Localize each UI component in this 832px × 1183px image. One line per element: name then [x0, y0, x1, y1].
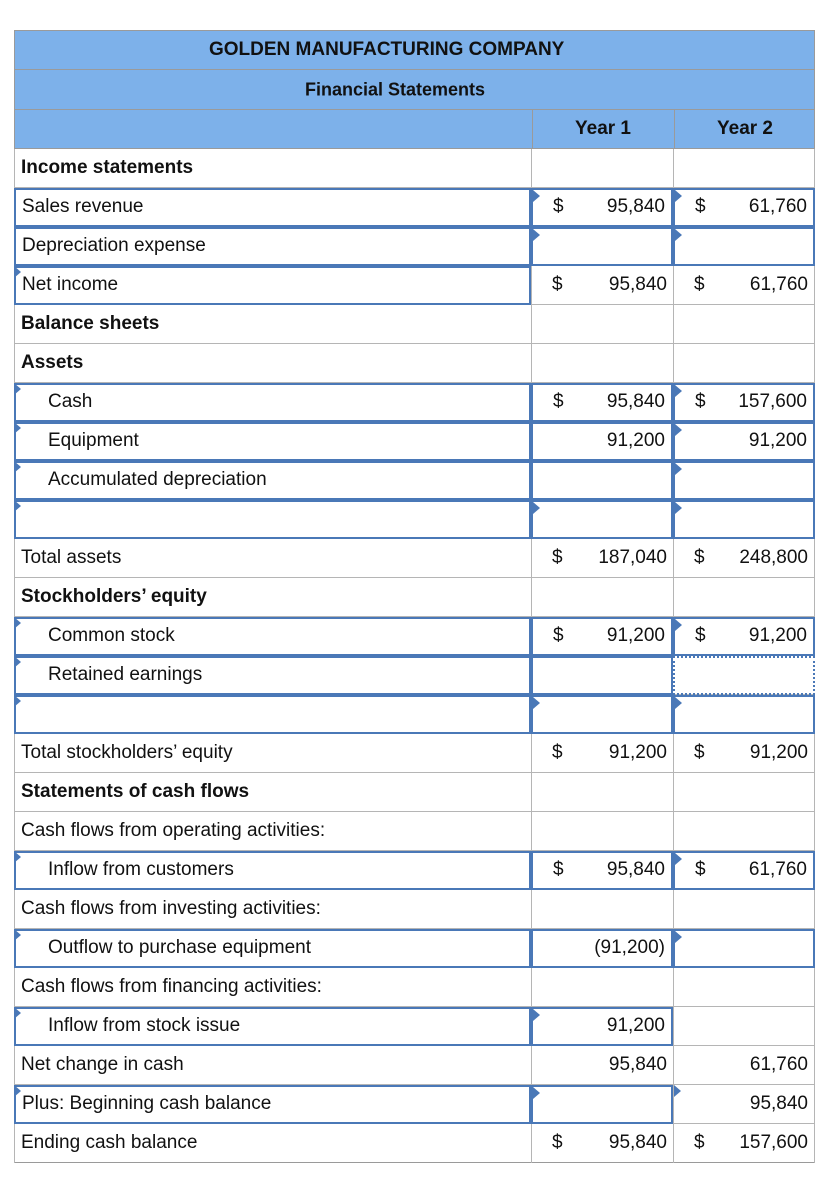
year1-cell: [531, 812, 673, 851]
row-label[interactable]: [14, 695, 531, 734]
cell-value: 61,760: [749, 274, 808, 295]
row-label: Balance sheets: [14, 305, 531, 344]
statement-row: [14, 578, 815, 617]
year2-cell: [673, 578, 815, 617]
year1-cell[interactable]: [531, 656, 673, 695]
statement-row: [14, 929, 815, 968]
cell-value: 91,200: [748, 625, 807, 646]
row-label[interactable]: Accumulated depreciation: [14, 461, 531, 500]
year1-cell: [531, 539, 673, 578]
currency-symbol: $: [552, 547, 563, 568]
year2-cell[interactable]: [673, 656, 815, 695]
statement-row: [14, 149, 815, 188]
year1-cell: [531, 344, 673, 383]
input-marker-icon: [675, 229, 682, 241]
row-label: Total stockholders’ equity: [14, 734, 531, 773]
input-marker-icon: [533, 502, 540, 514]
currency-symbol: $: [553, 625, 564, 646]
statement-row: [14, 461, 815, 500]
statement-row: [14, 773, 815, 812]
cell-value: 91,200: [606, 430, 665, 451]
input-marker-icon: [674, 1085, 681, 1097]
currency-symbol: $: [695, 391, 706, 412]
input-marker-icon: [533, 229, 540, 241]
cell-value: 248,800: [739, 547, 808, 568]
cell-value: 157,600: [739, 1132, 808, 1153]
year2-cell: [673, 1007, 815, 1046]
year1-cell[interactable]: [531, 383, 673, 422]
cell-value: 61,760: [749, 1054, 808, 1075]
statement-row: [14, 890, 815, 929]
statement-row: [14, 539, 815, 578]
year1-cell[interactable]: [531, 929, 673, 968]
year2-cell[interactable]: [673, 929, 815, 968]
statement-row: [14, 695, 815, 734]
input-marker-icon: [675, 502, 682, 514]
statement-row: [14, 617, 815, 656]
statement-row: [14, 734, 815, 773]
year2-cell: [673, 539, 815, 578]
statement-row: [14, 1085, 815, 1124]
row-label[interactable]: Outflow to purchase equipment: [14, 929, 531, 968]
year1-cell: [531, 968, 673, 1007]
cell-value: 187,040: [598, 547, 667, 568]
currency-symbol: $: [553, 859, 564, 880]
cell-value: 91,200: [749, 742, 808, 763]
row-label[interactable]: Inflow from customers: [14, 851, 531, 890]
statement-row: [14, 968, 815, 1007]
year1-cell: [531, 773, 673, 812]
input-marker-icon: [675, 853, 682, 865]
currency-symbol: $: [552, 274, 563, 295]
row-label[interactable]: Retained earnings: [14, 656, 531, 695]
row-label: Ending cash balance: [14, 1124, 531, 1163]
year2-cell: [673, 1085, 815, 1124]
currency-symbol: $: [694, 1132, 705, 1153]
row-label: Statements of cash flows: [14, 773, 531, 812]
year2-cell[interactable]: [673, 500, 815, 539]
year1-cell[interactable]: [531, 500, 673, 539]
statement-row: [14, 344, 815, 383]
year2-cell[interactable]: [673, 461, 815, 500]
year2-cell: [673, 734, 815, 773]
row-label[interactable]: Net income: [14, 266, 531, 305]
year1-cell: [531, 1124, 673, 1163]
cell-value: 95,840: [608, 1132, 667, 1153]
year1-cell: [531, 578, 673, 617]
cell-value: 61,760: [748, 196, 807, 217]
year2-cell: [673, 1046, 815, 1085]
cell-value: 91,200: [606, 625, 665, 646]
year2-cell: [673, 149, 815, 188]
currency-symbol: $: [695, 859, 706, 880]
input-marker-icon: [533, 697, 540, 709]
cell-value: 91,200: [608, 742, 667, 763]
cell-value: 91,200: [748, 430, 807, 451]
subtitle-header: [14, 70, 815, 110]
input-marker-icon: [675, 385, 682, 397]
year2-cell: [673, 773, 815, 812]
currency-symbol: $: [553, 196, 564, 217]
cell-value: 157,600: [738, 391, 807, 412]
year2-cell[interactable]: [673, 422, 815, 461]
currency-symbol: $: [694, 742, 705, 763]
row-label: Stockholders’ equity: [14, 578, 531, 617]
currency-symbol: $: [552, 1132, 563, 1153]
cell-value: 91,200: [606, 1015, 665, 1036]
input-marker-icon: [675, 190, 682, 202]
year2-cell[interactable]: [673, 617, 815, 656]
statement-row: [14, 305, 815, 344]
currency-symbol: $: [694, 274, 705, 295]
row-label: Net change in cash: [14, 1046, 531, 1085]
year1-cell: [531, 890, 673, 929]
cell-value: 95,840: [606, 391, 665, 412]
statement-row: [14, 266, 815, 305]
input-marker-icon: [533, 1087, 540, 1099]
year1-cell[interactable]: [531, 461, 673, 500]
company-header: [14, 30, 815, 70]
row-label[interactable]: Depreciation expense: [14, 227, 531, 266]
year2-cell[interactable]: [673, 695, 815, 734]
row-label: Cash flows from investing activities:: [14, 890, 531, 929]
statement-row: [14, 1046, 815, 1085]
row-label[interactable]: Equipment: [14, 422, 531, 461]
cell-value: 95,840: [606, 859, 665, 880]
input-marker-icon: [533, 190, 540, 202]
statements-subtitle: Financial Statements: [305, 79, 486, 99]
statement-row: [14, 422, 815, 461]
row-label[interactable]: Common stock: [14, 617, 531, 656]
row-label: Income statements: [14, 149, 531, 188]
row-label: Cash flows from operating activities:: [14, 812, 531, 851]
cell-value: 95,840: [749, 1093, 808, 1114]
year-header: [14, 110, 815, 149]
year1-cell[interactable]: [531, 1007, 673, 1046]
year2-cell: [673, 812, 815, 851]
year1-cell[interactable]: [531, 422, 673, 461]
row-label[interactable]: [14, 500, 531, 539]
year2-heading: Year 2: [717, 118, 773, 139]
year2-cell: [673, 305, 815, 344]
year2-cell: [673, 968, 815, 1007]
row-label[interactable]: Plus: Beginning cash balance: [14, 1085, 531, 1124]
year1-cell: [531, 149, 673, 188]
row-label: Total assets: [14, 539, 531, 578]
year2-cell: [673, 344, 815, 383]
year2-cell[interactable]: [673, 227, 815, 266]
input-marker-icon: [675, 697, 682, 709]
statement-row: [14, 188, 815, 227]
row-label: Assets: [14, 344, 531, 383]
year2-cell[interactable]: [673, 188, 815, 227]
cell-value: 95,840: [608, 1054, 667, 1075]
statement-row: [14, 383, 815, 422]
row-label: Cash flows from financing activities:: [14, 968, 531, 1007]
cell-value: (91,200): [594, 937, 665, 958]
statement-row: [14, 1124, 815, 1163]
year1-cell[interactable]: [531, 695, 673, 734]
company-name: GOLDEN MANUFACTURING COMPANY: [209, 39, 565, 60]
cell-value: 95,840: [606, 196, 665, 217]
year2-cell[interactable]: [673, 851, 815, 890]
year1-cell: [531, 734, 673, 773]
input-marker-icon: [675, 463, 682, 475]
year2-cell[interactable]: [673, 383, 815, 422]
currency-symbol: $: [552, 742, 563, 763]
cell-value: 95,840: [608, 274, 667, 295]
statement-row: [14, 1007, 815, 1046]
statement-row: [14, 500, 815, 539]
currency-symbol: $: [695, 625, 706, 646]
year1-cell: [531, 305, 673, 344]
cell-value: 61,760: [748, 859, 807, 880]
year1-cell[interactable]: [531, 617, 673, 656]
year1-heading: Year 1: [575, 118, 631, 139]
row-label[interactable]: Inflow from stock issue: [14, 1007, 531, 1046]
year1-cell[interactable]: [531, 851, 673, 890]
row-label[interactable]: Sales revenue: [14, 188, 531, 227]
input-marker-icon: [675, 931, 682, 943]
input-marker-icon: [533, 1009, 540, 1021]
currency-symbol: $: [695, 196, 706, 217]
year2-cell: [673, 890, 815, 929]
year2-cell: [673, 266, 815, 305]
row-label[interactable]: Cash: [14, 383, 531, 422]
year1-cell[interactable]: [531, 1085, 673, 1124]
statement-row: [14, 851, 815, 890]
statement-row: [14, 812, 815, 851]
input-marker-icon: [675, 424, 682, 436]
year1-cell[interactable]: [531, 188, 673, 227]
currency-symbol: $: [553, 391, 564, 412]
year2-cell: [673, 1124, 815, 1163]
year1-cell: [531, 1046, 673, 1085]
statement-row: [14, 656, 815, 695]
year1-cell[interactable]: [531, 227, 673, 266]
statement-row: [14, 227, 815, 266]
input-marker-icon: [675, 619, 682, 631]
year1-cell: [531, 266, 673, 305]
currency-symbol: $: [694, 547, 705, 568]
